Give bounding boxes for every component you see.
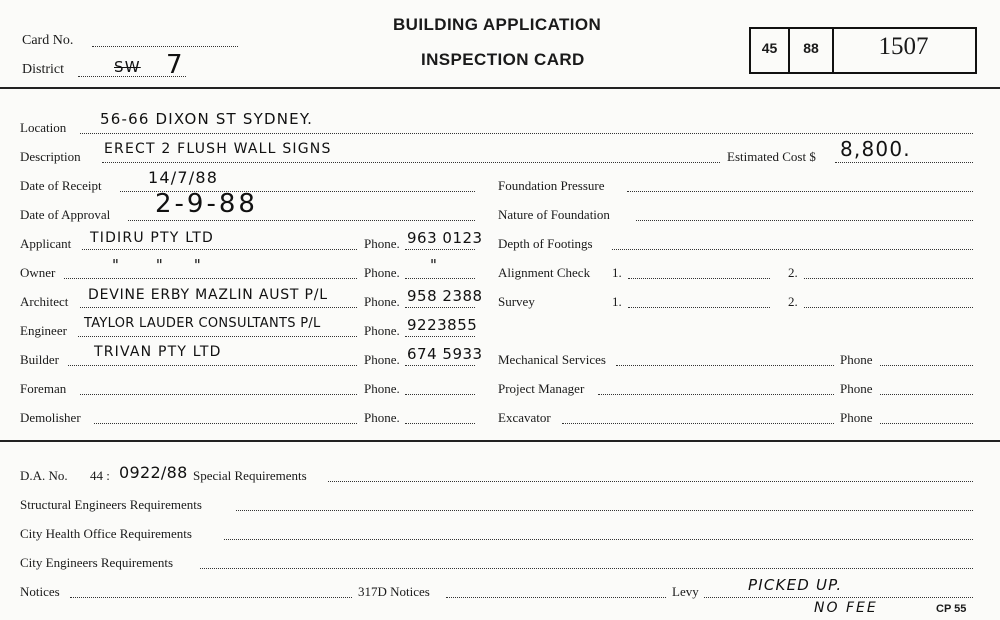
foundation-pressure-field[interactable] [627,191,973,192]
estimated-cost-field[interactable] [835,162,973,163]
owner-field[interactable] [64,278,357,279]
date-approval-value: 2-9-88 [155,189,258,219]
builder-phone-field[interactable] [405,365,475,366]
da-number-value: 0922/88 [119,463,188,482]
demolisher-phone-field[interactable] [405,423,475,424]
estimated-cost-value: 8,800. [840,137,911,161]
date-receipt-label: Date of Receipt [20,178,102,193]
excavator-label: Excavator [498,410,551,425]
architect-value: DEVINE ERBY MAZLIN AUST P/L [88,287,328,303]
description-label: Description [20,149,81,164]
survey-number-2: 2. [788,294,798,309]
engineer-phone-field[interactable] [405,336,475,337]
project-manager-field[interactable] [598,394,834,395]
architect-phone-label: Phone. [364,294,400,309]
owner-value: " " " [112,256,202,274]
engineer-field[interactable] [78,336,357,337]
excavator-phone-label: Phone [840,410,873,425]
applicant-phone-label: Phone. [364,236,400,251]
architect-phone-value: 958 2388 [407,287,483,305]
description-value: ERECT 2 FLUSH WALL SIGNS [104,141,332,157]
mechanical-services-field[interactable] [616,365,834,366]
depth-footings-label: Depth of Footings [498,236,593,251]
description-field[interactable] [102,162,720,163]
health-requirements-label: City Health Office Requirements [20,526,192,541]
foreman-field[interactable] [80,394,357,395]
engineer-phone-value: 9223855 [407,316,478,334]
card-no-label: Card No. [22,33,74,48]
alignment-check-label: Alignment Check [498,265,591,280]
district-struck-value: SW [114,58,141,76]
demolisher-phone-label: Phone. [364,410,400,425]
special-requirements-field[interactable] [328,481,973,482]
foreman-label: Foreman [20,381,67,396]
engineer-label: Engineer [20,323,67,338]
levy-label: Levy [672,584,699,599]
excavator-field[interactable] [562,423,834,424]
notices-label: Notices [20,584,60,599]
architect-phone-field[interactable] [405,307,475,308]
applicant-phone-field[interactable] [405,249,475,250]
date-approval-field[interactable] [128,220,475,221]
owner-label: Owner [20,265,56,280]
project-manager-phone-label: Phone [840,381,873,396]
excavator-phone-field[interactable] [880,423,973,424]
owner-phone-label: Phone. [364,265,400,280]
engineer-value: TAYLOR LAUDER CONSULTANTS P/L [84,316,321,331]
applicant-value: TIDIRU PTY LTD [90,230,215,246]
title-line-1: BUILDING APPLICATION [393,15,602,34]
builder-field[interactable] [68,365,357,366]
foundation-pressure-label: Foundation Pressure [498,178,605,193]
reference-number-1: 45 [761,40,778,56]
owner-phone-value: " [430,256,439,274]
estimated-cost-label: Estimated Cost $ [727,149,816,164]
date-receipt-value: 14/7/88 [148,168,219,187]
survey-label: Survey [498,294,535,309]
form-code: CP 55 [936,603,967,615]
levy-field[interactable] [704,597,973,598]
builder-value: TRIVAN PTY LTD [94,344,222,360]
architect-field[interactable] [80,307,357,308]
structural-requirements-label: Structural Engineers Requirements [20,497,202,512]
alignment-number-2: 2. [788,265,798,280]
date-approval-label: Date of Approval [20,207,111,222]
survey-field-2[interactable] [804,307,973,308]
survey-number-1: 1. [612,294,622,309]
special-requirements-label: Special Requirements [193,468,307,483]
da-number-prefix: 44 : [90,468,110,483]
applicant-field[interactable] [82,249,357,250]
notices-317d-label: 317D Notices [358,584,430,599]
alignment-number-1: 1. [612,265,622,280]
foreman-phone-field[interactable] [405,394,475,395]
survey-field-1[interactable] [628,307,770,308]
location-label: Location [20,120,67,135]
reference-number-3: 1507 [878,33,929,60]
location-value: 56-66 DIXON ST SYDNEY. [100,110,314,128]
builder-phone-value: 674 5933 [407,345,483,363]
nature-foundation-field[interactable] [636,220,973,221]
depth-footings-field[interactable] [612,249,973,250]
engineer-phone-label: Phone. [364,323,400,338]
builder-phone-label: Phone. [364,352,400,367]
alignment-field-1[interactable] [628,278,770,279]
builder-label: Builder [20,352,59,367]
applicant-phone-value: 963 0123 [407,229,483,247]
demolisher-field[interactable] [94,423,357,424]
nature-foundation-label: Nature of Foundation [498,207,610,222]
location-field[interactable] [80,133,973,134]
card-no-field[interactable] [92,46,238,47]
district-label: District [22,62,64,77]
levy-value: PICKED UP. [748,576,843,594]
header-divider [0,87,1000,89]
city-engineers-field[interactable] [200,568,973,569]
applicant-label: Applicant [20,236,72,251]
no-fee-note: NO FEE [814,600,878,616]
city-engineers-label: City Engineers Requirements [20,555,174,570]
project-manager-label: Project Manager [498,381,585,396]
structural-requirements-field[interactable] [236,510,973,511]
alignment-field-2[interactable] [804,278,973,279]
owner-phone-field[interactable] [405,278,475,279]
reference-number-2: 88 [803,40,819,56]
title-line-2: INSPECTION CARD [421,50,585,69]
district-value: 7 [166,50,184,80]
mechanical-services-label: Mechanical Services [498,352,606,367]
foreman-phone-label: Phone. [364,381,400,396]
notices-317d-field[interactable] [446,597,666,598]
notices-field[interactable] [70,597,352,598]
health-requirements-field[interactable] [224,539,973,540]
architect-label: Architect [20,294,69,309]
mechanical-phone-field[interactable] [880,365,973,366]
section-divider [0,440,1000,442]
demolisher-label: Demolisher [20,410,81,425]
project-manager-phone-field[interactable] [880,394,973,395]
mechanical-phone-label: Phone [840,352,873,367]
da-number-label: D.A. No. [20,468,68,483]
